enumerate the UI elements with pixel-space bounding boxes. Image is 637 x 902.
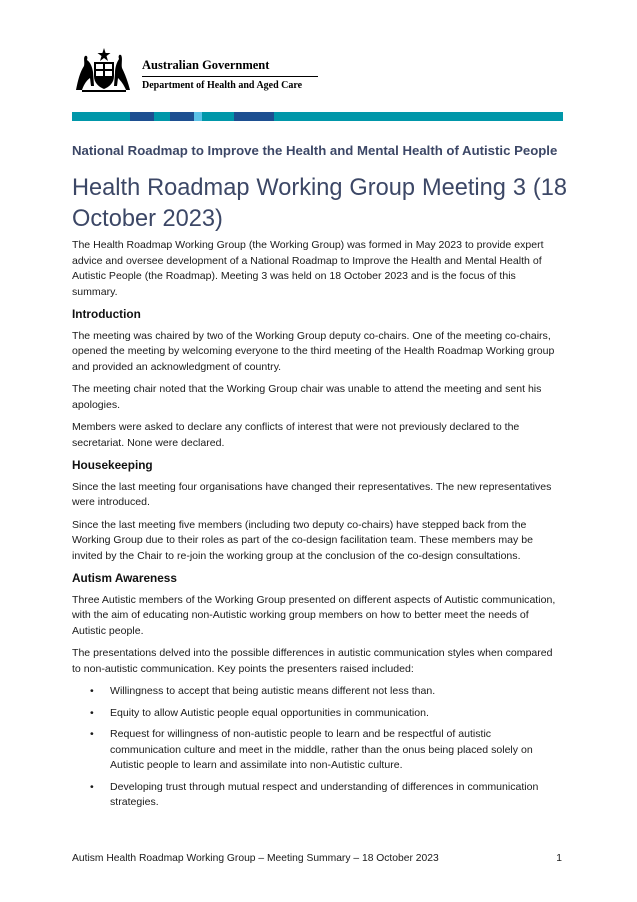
list-item-text: Developing trust through mutual respect and understanding of differences in communication strategies. <box>110 780 539 808</box>
paragraph: Members were asked to declare any conflicts of interest that were not previously declared to the secretariat. None were declared. <box>72 421 520 449</box>
color-bar-segment <box>202 112 234 121</box>
section-heading-housekeeping: Housekeeping <box>72 458 153 472</box>
page-footer <box>72 853 562 864</box>
color-bar-segment <box>494 112 534 121</box>
coat-of-arms-icon <box>72 46 136 94</box>
paragraph: The presentations delved into the possible differences in autistic communication styles when compared to non-autistic communication. Key points the presenters raised included: <box>72 647 553 675</box>
color-bar-segment <box>534 112 563 121</box>
government-name: Australian Government <box>142 58 270 72</box>
list-item-text: Request for willingness of non-autistic people to learn and be respectful of autistic communication culture and meet in the middle, rather than the onus being placed solely on Autistic people to learn and assimilate into non-Autistic culture. <box>110 728 533 771</box>
bullet-icon: • <box>90 780 94 793</box>
list-item-text: Willingness to accept that being autistic means different not less than. <box>110 685 436 697</box>
key-points-list <box>72 684 564 811</box>
intro-paragraph: The Health Roadmap Working Group (the Working Group) was formed in May 2023 to provide expert advice and oversee development of a National Roadmap to Improve the Health and Mental Health of Autistic People (the Roadmap). Meeting 3 was held on 18 October 2023 and is the focus of this summary. <box>72 239 544 298</box>
color-bar-segment <box>314 112 374 121</box>
paragraph: Three Autistic members of the Working Group presented on different aspects of Autistic communication, with the aim of educating non-Autistic working group members on how to better meet the needs of Autistic people. <box>72 593 556 637</box>
government-logo <box>72 44 332 98</box>
list-item <box>90 706 564 722</box>
bullet-icon: • <box>90 728 94 740</box>
color-bar-segment <box>234 112 274 121</box>
department-name: Department of Health and Aged Care <box>142 80 303 91</box>
paragraph: Since the last meeting five members (including two deputy co-chairs) have stepped back from the Working Group due to their roles as part of the co-design facilitation team. These members may be invited by the Chair to re-join the working group at the conclusion of the co-design consultations. <box>72 518 533 562</box>
list-item <box>90 684 564 700</box>
header-color-bar <box>72 112 563 121</box>
bullet-icon: • <box>90 685 94 697</box>
color-bar-segment <box>194 112 202 121</box>
color-bar-segment <box>374 112 434 121</box>
list-item <box>90 727 564 774</box>
color-bar-segment <box>170 112 194 121</box>
bullet-icon: • <box>90 706 94 719</box>
section-heading-introduction: Introduction <box>72 307 141 321</box>
color-bar-segment <box>274 112 314 121</box>
paragraph: Since the last meeting four organisations have changed their representatives. The new representatives were introduced. <box>72 480 552 508</box>
document-subtitle: National Roadmap to Improve the Health and Mental Health of Autistic People <box>72 143 558 158</box>
color-bar-segment <box>154 112 170 121</box>
document-title: Health Roadmap Working Group Meeting 3 (18 October 2023) <box>72 175 567 232</box>
list-item-text: Equity to allow Autistic people equal opportunities in communication. <box>110 706 429 719</box>
logo-divider <box>142 76 318 77</box>
color-bar-segment <box>72 112 102 121</box>
page-number: 1 <box>556 853 562 864</box>
footer-text: Autism Health Roadmap Working Group – Meeting Summary – 18 October 2023 <box>72 853 439 864</box>
section-heading-autism-awareness: Autism Awareness <box>72 571 177 585</box>
document-body <box>72 238 564 817</box>
paragraph: The meeting was chaired by two of the Working Group deputy co-chairs. One of the meeting co-chairs, opened the meeting by welcoming everyone to the third meeting of the Health Roadmap Working group and provided an acknowledgment of country. <box>72 329 555 373</box>
paragraph: The meeting chair noted that the Working Group chair was unable to attend the meeting and sent his apologies. <box>72 383 542 411</box>
color-bar-segment <box>130 112 154 121</box>
list-item <box>90 780 564 811</box>
color-bar-segment <box>102 112 130 121</box>
color-bar-segment <box>434 112 494 121</box>
